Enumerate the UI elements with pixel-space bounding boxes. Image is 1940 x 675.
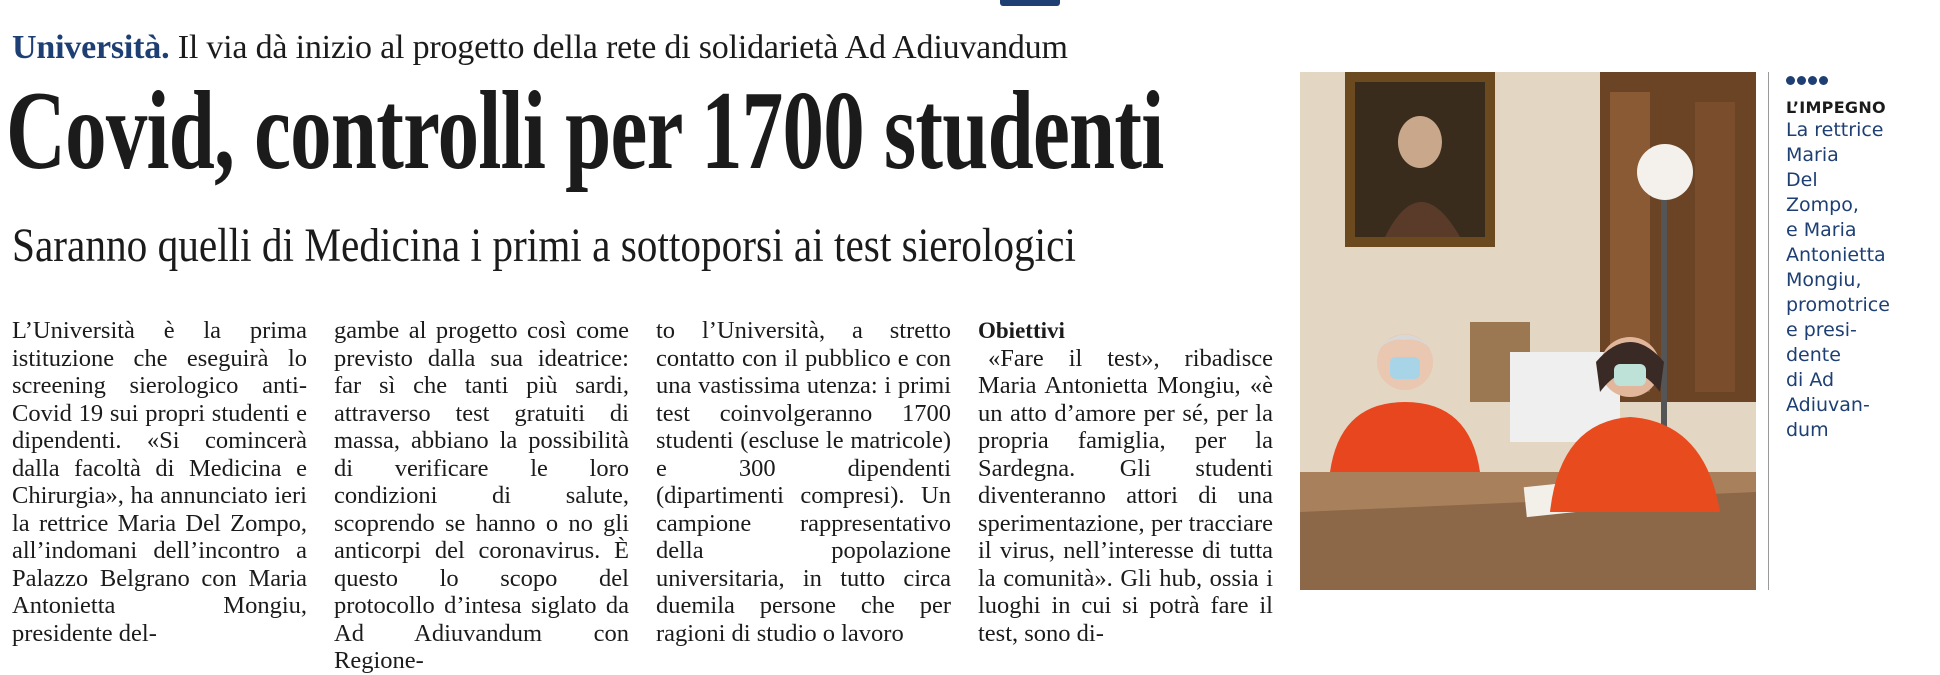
- caption-line: dente: [1786, 344, 1841, 366]
- subheading: Obiettivi: [978, 318, 1065, 343]
- column-text: to l’Università, a stretto contatto con il pubblico e con una vastissima utenza: i primi test coinvolgeranno 1700 studenti (escluse le matricole) e 300 dipendenti (dipartimenti compresi). Un campione rappresentativo della popolazione universitaria, in tutto circa duemila persone che per ragioni di studio o lavoro: [656, 317, 951, 647]
- column-text: gambe al progetto così come previsto dalla sua ideatrice: far sì che tanti più sardi, attraverso test gratuiti di massa, abbiano la possibilità di verificare le loro condizioni di salute, scoprendo se hanno o no gli anticorpi del coronavirus. È questo lo scopo del protocollo d’intesa siglato da Ad Adiuvandum con Regione-: [334, 317, 629, 674]
- caption-line: e presi-: [1786, 319, 1857, 341]
- article-photo: [1300, 72, 1756, 590]
- photo-caption: [1786, 118, 1936, 443]
- caption-label: L’IMPEGNO: [1786, 98, 1886, 117]
- caption-line: Zompo,: [1786, 194, 1859, 216]
- caption-dots-icon: [1786, 72, 1830, 90]
- caption-line: Adiuvan-: [1786, 394, 1870, 416]
- article-column-2: [334, 317, 629, 675]
- kicker: [12, 28, 1068, 68]
- headline: Covid, controlli per 1700 studenti: [6, 69, 1164, 193]
- caption-line: La rettrice: [1786, 119, 1884, 141]
- caption-divider: [1768, 72, 1769, 590]
- caption-line: di Ad: [1786, 369, 1835, 391]
- caption-line: e Maria: [1786, 219, 1857, 241]
- kicker-text: Il via dà inizio al progetto della rete di solidarietà Ad Adiuvandum: [177, 29, 1068, 66]
- caption-line: Maria: [1786, 144, 1839, 166]
- article-column-4: [978, 317, 1273, 647]
- caption-line: Antonietta: [1786, 244, 1886, 266]
- section-label: Università.: [12, 29, 170, 66]
- caption-line: Del: [1786, 169, 1818, 191]
- caption-line: dum: [1786, 419, 1829, 441]
- column-text: «Fare il test», ribadisce Maria Antonietta Mongiu, «è un atto d’amore per sé, per la propria famiglia, per la Sardegna. Gli studenti diventeranno attori di una sperimentazione, per tracciare il virus, nell’interesse di tutta la comunità». Gli hub, ossia i luoghi in cui si potrà fare il test, sono di-: [978, 344, 1273, 647]
- masthead-fragment: [1000, 0, 1060, 6]
- caption-line: promotrice: [1786, 294, 1890, 316]
- article-column-3: [656, 317, 951, 647]
- caption-line: Mongiu,: [1786, 269, 1862, 291]
- subheadline: Saranno quelli di Medicina i primi a sottoporsi ai test sierologici: [12, 219, 1076, 272]
- column-text: L’Università è la prima istituzione che eseguirà lo screening sierologico anti-Covid 19 sui propri studenti e dipendenti. «Si comincerà dalla facoltà di Medicina e Chirurgia», ha annunciato ieri la rettrice Maria Del Zompo, all’indomani dell’incontro a Palazzo Belgrano con Maria Antonietta Mongiu, presidente del-: [12, 317, 307, 647]
- article-column-1: [12, 317, 307, 647]
